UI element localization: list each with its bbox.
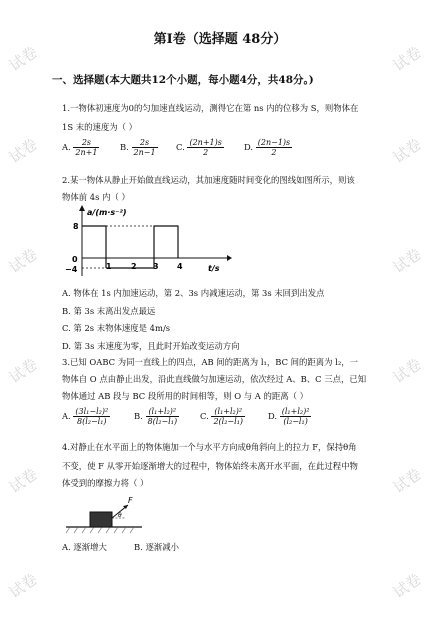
q1-option-d[interactable]	[244, 138, 292, 157]
x-tick-4: 4	[177, 262, 183, 271]
q4-stem-line1: 4.对静止在水平面上的物体施加一个与水平方向成θ角斜向上的拉力 F，保持θ角	[62, 442, 357, 452]
q2-option-d[interactable]: D. 第 3s 末速度为零，且此时开始改变运动方向	[62, 341, 240, 351]
segment-0-1s	[82, 226, 106, 268]
segment-1-4s	[106, 226, 178, 268]
q1-stem-line2: 1S 末的速度为（ ）	[62, 122, 138, 132]
option-label: D.	[268, 411, 278, 421]
y-tick-8: 8	[73, 222, 79, 231]
q1-option-b[interactable]	[120, 138, 158, 157]
a-axis-arrow	[79, 205, 85, 211]
x-tick-3: 3	[153, 262, 159, 271]
q3-stem-line1: 3.已知 OABC 为同一直线上的四点，AB 间的距离为 l₁，BC 间的距离为 l₂，一	[62, 357, 358, 367]
numerator: (2n−1)s	[257, 138, 291, 147]
fraction	[132, 138, 158, 157]
t-axis-label: t/s	[208, 264, 220, 273]
q3-option-d[interactable]	[268, 407, 311, 426]
fraction	[256, 138, 292, 157]
fraction	[211, 407, 245, 426]
denominator: 8(l₂−l₁)	[76, 417, 107, 426]
force-diagram	[62, 494, 152, 536]
q1-option-c[interactable]	[176, 138, 224, 157]
x-tick-1: 1	[106, 262, 112, 271]
q1-stem-line1: 1.一物体初速度为0的匀加速直线运动，测得它在第 ns 内的位移为 S，则物体在	[62, 103, 359, 113]
fraction	[146, 407, 180, 426]
q4-option-b[interactable]: B. 逐渐减小	[134, 542, 179, 552]
q4-stem-line2: 不变，使 F 从零开始逐渐增大的过程中，物体始终未离开水平面，在此过程中物	[62, 461, 358, 471]
q2-stem-line2: 物体前 4s 内（ ）	[62, 192, 130, 202]
a-axis-label: a/(m·s⁻²)	[87, 208, 127, 217]
denominator: (l₂−l₁)	[283, 417, 308, 426]
option-label: A.	[62, 411, 71, 421]
ground-hatching	[66, 527, 134, 533]
option-label: B.	[120, 142, 129, 152]
denominator: 2	[271, 148, 277, 157]
denominator: 8(l₂−l₁)	[147, 417, 178, 426]
x-tick-2: 2	[131, 262, 137, 271]
exam-part-title: 第Ⅰ卷（选择题 48分）	[153, 32, 287, 47]
numerator: (l₁+l₂)²	[281, 407, 310, 416]
q4-option-a[interactable]: A. 逐渐增大	[62, 542, 107, 552]
denominator: 2	[203, 148, 209, 157]
q3-option-a[interactable]	[62, 407, 110, 426]
q3-option-c[interactable]	[200, 407, 245, 426]
option-label: C.	[200, 411, 209, 421]
option-label: D.	[244, 142, 254, 152]
numerator: (l₁+l₂)²	[146, 407, 180, 417]
option-label: B.	[134, 411, 143, 421]
y-tick-0: 0	[72, 255, 78, 264]
denominator: 2n+1	[75, 148, 98, 157]
q2-stem-line1: 2.某一物体从静止开始做直线运动，其加速度随时间变化的图线如图所示，则该	[62, 175, 355, 185]
q2-option-b[interactable]: B. 第 3s 末离出发点最远	[62, 306, 156, 316]
option-label: A.	[62, 142, 71, 152]
q4-stem-line3: 体受到的摩擦力将（ ）	[62, 478, 149, 488]
fraction	[187, 138, 223, 157]
numerator: 2s	[132, 138, 158, 148]
y-tick-neg4: −4	[65, 265, 78, 274]
section-heading: 一、选择题(本大题共12个小题，每小题4分，共48分。)	[52, 74, 314, 86]
denominator: 2n−1	[133, 148, 156, 157]
block	[90, 512, 112, 527]
option-label: C.	[176, 142, 185, 152]
q2-option-a[interactable]: A. 物体在 1s 内加速运动，第 2、3s 内减速运动，第 3s 末回到出发点	[62, 288, 325, 298]
q3-option-b[interactable]	[134, 407, 179, 426]
q1-option-a[interactable]	[62, 138, 99, 157]
t-axis-arrow	[227, 255, 232, 261]
fraction	[73, 138, 99, 157]
q2-option-c[interactable]: C. 第 2s 末物体速度是 4m/s	[62, 323, 171, 333]
numerator: (3l₁−l₂)²	[75, 407, 109, 416]
denominator: 2(l₂−l₁)	[213, 417, 244, 426]
fraction	[73, 407, 110, 426]
numerator: (2n+1)s	[189, 138, 222, 147]
numerator: 2s	[73, 138, 99, 148]
numerator: (l₁+l₂)²	[211, 407, 245, 417]
q3-stem-line3: 物体通过 AB 段与 BC 段所用的时间相等，则 O 与 A 的距离（ ）	[62, 391, 309, 401]
fraction	[280, 407, 312, 426]
q3-stem-line2: 物体自 O 点由静止出发，沿此直线做匀加速运动，依次经过 A、B、C 三点，已知	[62, 374, 367, 384]
acceleration-time-graph	[62, 204, 232, 280]
force-label: F	[128, 496, 133, 505]
angle-label: θ	[118, 512, 122, 519]
